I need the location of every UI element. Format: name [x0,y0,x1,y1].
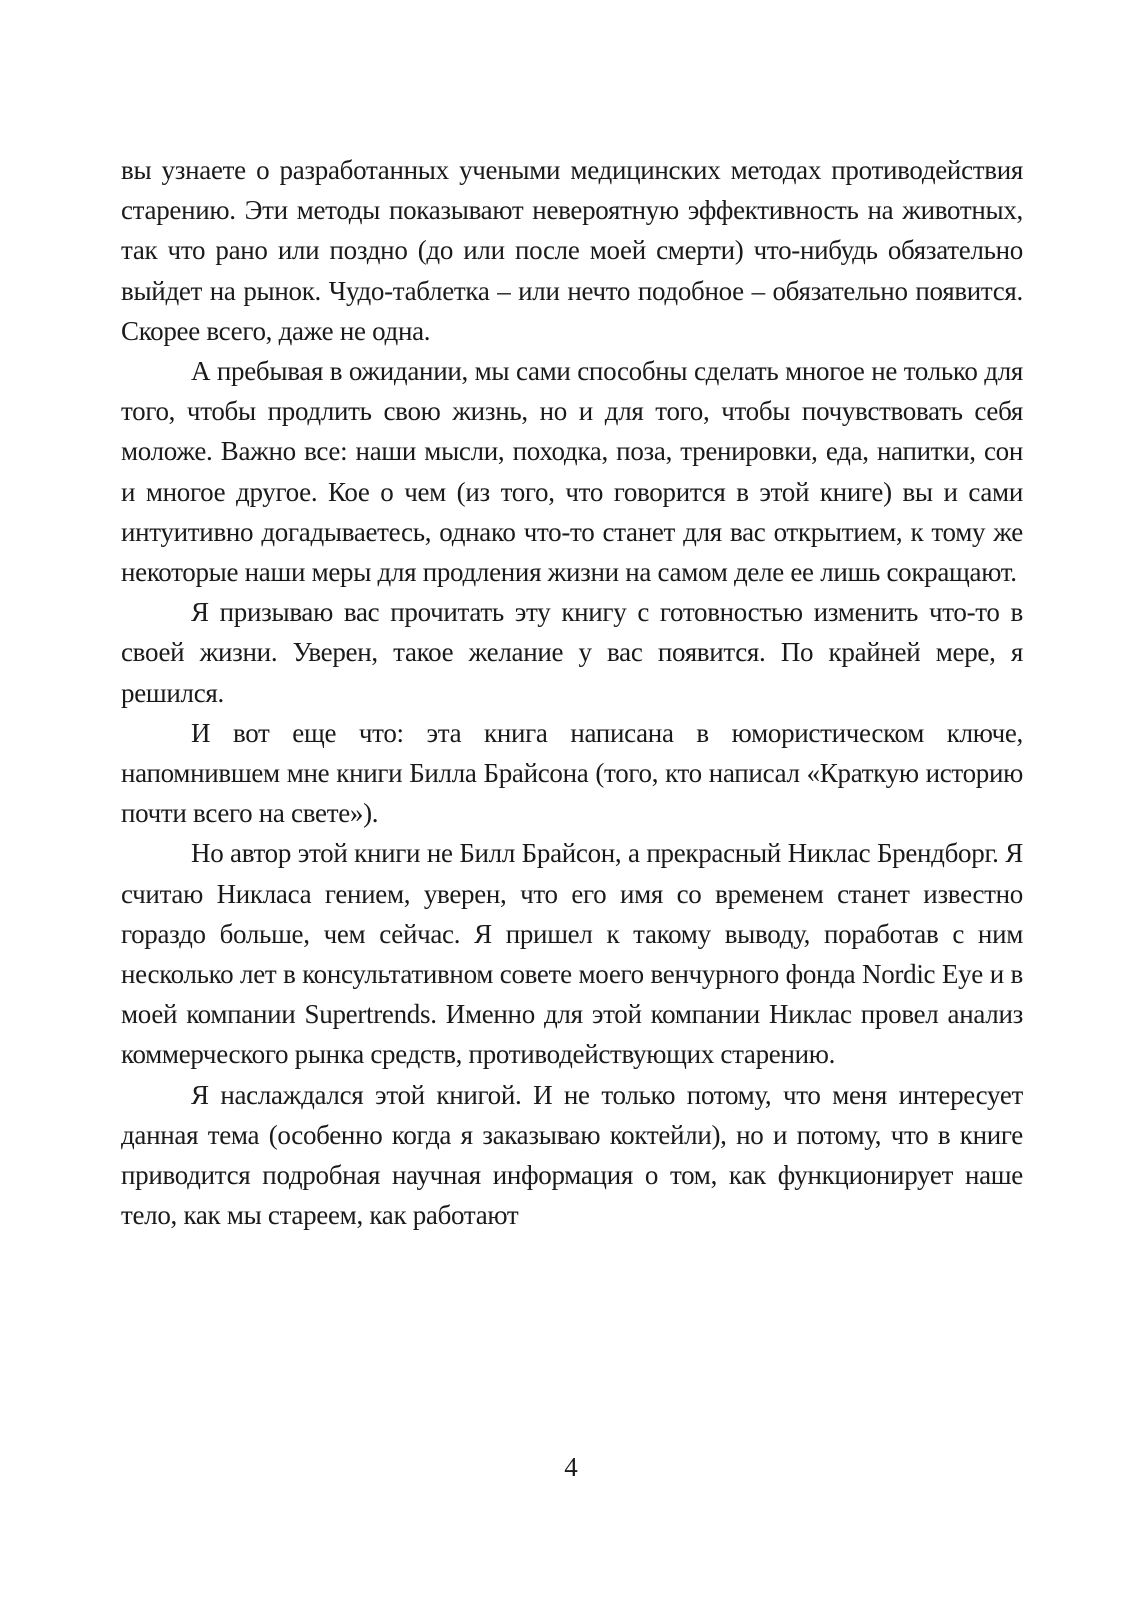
page-number: 4 [564,1452,578,1482]
paragraph: И вот еще что: эта книга написана в юмористическом ключе, напомнившем мне книги Билла Брайсона (того, кто написал «Краткую историю почти всего на свете»). [121,717,1023,829]
paragraph: Я наслаждался этой книгой. И не только потому, что меня интересует данная тема (особенно когда я заказываю коктейли), но и потому, что в книге приводится подробная научная информация о том, как функционирует наше тело, как мы стареем, как работают [121,1079,1023,1231]
paragraph: А пребывая в ожидании, мы сами способны сделать многое не только для того, чтобы продлить свою жизнь, но и для того, чтобы почувствовать себя моложе. Важно все: наши мысли, походка, поза, тренировки, еда, напитки, сон и многое другое. Кое о чем (из того, что говорится в этой книге) вы и сами интуитивно догадываетесь, однако что-то станет для вас открытием, к тому же некоторые наши меры для продления жизни на самом деле ее лишь сокращают. [121,356,1023,588]
paragraph-continuation: вы узнаете о разработанных учеными медицинских методах противодействия старению. Эти методы показывают невероятную эффективность на животных, так что рано или поздно (до или после моей смерти) что-нибудь обязательно выйдет на рынок. Чудо-таблетка – или нечто подобное – обязательно появится. Скорее всего, даже не одна. [121,155,1023,346]
page-body [121,150,1023,1235]
paragraph: Я призываю вас прочитать эту книгу с готовностью изменить что-то в своей жизни. Уверен, такое желание у вас появится. По крайней мере, я решился. [121,597,1023,708]
paragraph: Но автор этой книги не Билл Брайсон, а прекрасный Никлас Брендборг. Я считаю Никласа гением, уверен, что его имя со временем станет известно гораздо больше, чем сейчас. Я пришел к такому выводу, поработав с ним несколько лет в консультативном совете моего венчурного фонда Nordic Eye и в моей компании Supertrends. Именно для этой компании Никлас провел анализ коммерческого рынка средств, противодействующих старению. [121,838,1023,1070]
